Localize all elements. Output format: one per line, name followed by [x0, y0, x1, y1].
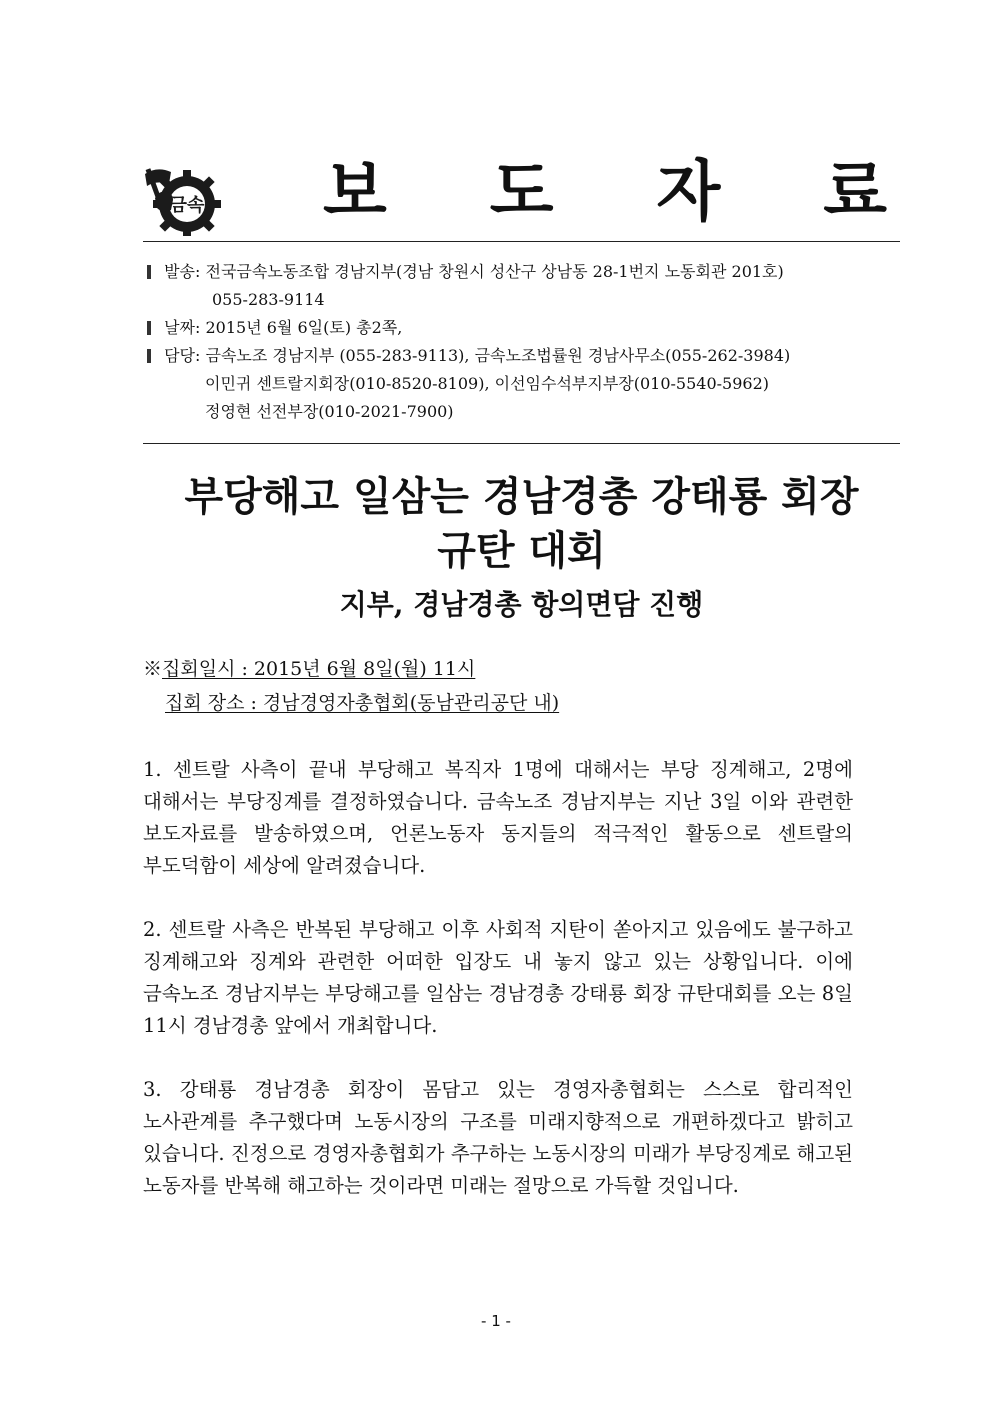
body-paragraph: 1. 센트랄 사측이 끝내 부당해고 복직자 1명에 대해서는 부당 징계해고, 2명에 대해서는 부당징계를 결정하였습니다. 금속노조 경남지부는 지난 3일 이와 관련한 보도자료를 발송하였으며, 언론노동자 동지들의 적극적인 활동으로 센트랄의 부도덕함이 세상에 알려졌습니다. [143, 758, 853, 877]
body-paragraph: 2. 센트랄 사측은 반복된 부당해고 이후 사회적 지탄이 쏟아지고 있음에도 불구하고 징계해고와 징계와 관련한 어떠한 입장도 내 놓지 않고 있는 상황입니다. 이에 금속노조 경남지부는 부당해고를 일삼는 경남경총 강태룡 회장 규탄대회를 오는 8일 11시 경남경총 앞에서 개최합니다. [143, 918, 853, 1037]
contact-row [143, 342, 900, 370]
rally-location-text: 집회 장소 : 경남경영자총협회(동남관리공단 내) [165, 692, 560, 714]
page-number: - 1 - [481, 1312, 511, 1330]
bullet-marker [143, 258, 159, 286]
subheadline: 지부, 경남경총 항의면담 진행 [339, 588, 704, 621]
date-label: 날짜: [164, 318, 201, 337]
reference-mark: ※ [143, 658, 163, 680]
headline [143, 470, 900, 578]
contact-line: 이민귀 센트랄지회장(010-8520-8109), 이선임수석부지부장(010-5540-5962) [205, 374, 770, 393]
rally-notice [143, 652, 900, 720]
rally-datetime-text: 집회일시 : 2015년 6월 8일(월) 11시 [162, 658, 476, 680]
document-title: 보 도 자 료 [323, 153, 927, 230]
bullet-marker [143, 342, 159, 370]
rally-location [143, 686, 900, 720]
contact-label: 담당: [164, 346, 201, 365]
release-body [143, 754, 853, 1234]
date-row [143, 314, 900, 342]
contact-value: 금속노조 경남지부 (055-283-9113), 금속노조법률원 경남사무소(055-262-3984) [205, 346, 791, 365]
meta-divider [143, 443, 900, 444]
rally-datetime [143, 652, 900, 686]
body-paragraph: 3. 강태룡 경남경총 회장이 몸담고 있는 경영자총협회는 스스로 합리적인 노사관계를 추구했다며 노동시장의 구조를 미래지향적으로 개편하겠다고 밝히고 있습니다. 진정으로 경영자총협회가 추구하는 노동시장의 미래가 부당징계로 해고된 노동자를 반복해 해고하는 것이라면 미래는 절망으로 가득할 것입니다. [143, 1078, 853, 1197]
sender-value: 전국금속노동조합 경남지부(경남 창원시 성산구 상남동 28-1번지 노동회관 201호) [205, 262, 784, 281]
sender-phone: 055-283-9114 [212, 290, 325, 309]
contact-line: 정영현 선전부장(010-2021-7900) [205, 402, 454, 421]
sender-label: 발송: [164, 262, 201, 281]
sender-row [143, 258, 900, 286]
fist-flag-icon [143, 164, 229, 236]
logo-text: 금속 [169, 195, 205, 216]
release-meta [143, 258, 900, 426]
bullet-marker [143, 314, 159, 342]
date-value: 2015년 6월 6일(토) 총2쪽, [205, 318, 403, 337]
document-header [143, 150, 927, 240]
headline-line: 규탄 대회 [437, 528, 606, 574]
headline-line: 부당해고 일삼는 경남경총 강태룡 회장 [184, 474, 859, 520]
header-divider [143, 241, 900, 242]
